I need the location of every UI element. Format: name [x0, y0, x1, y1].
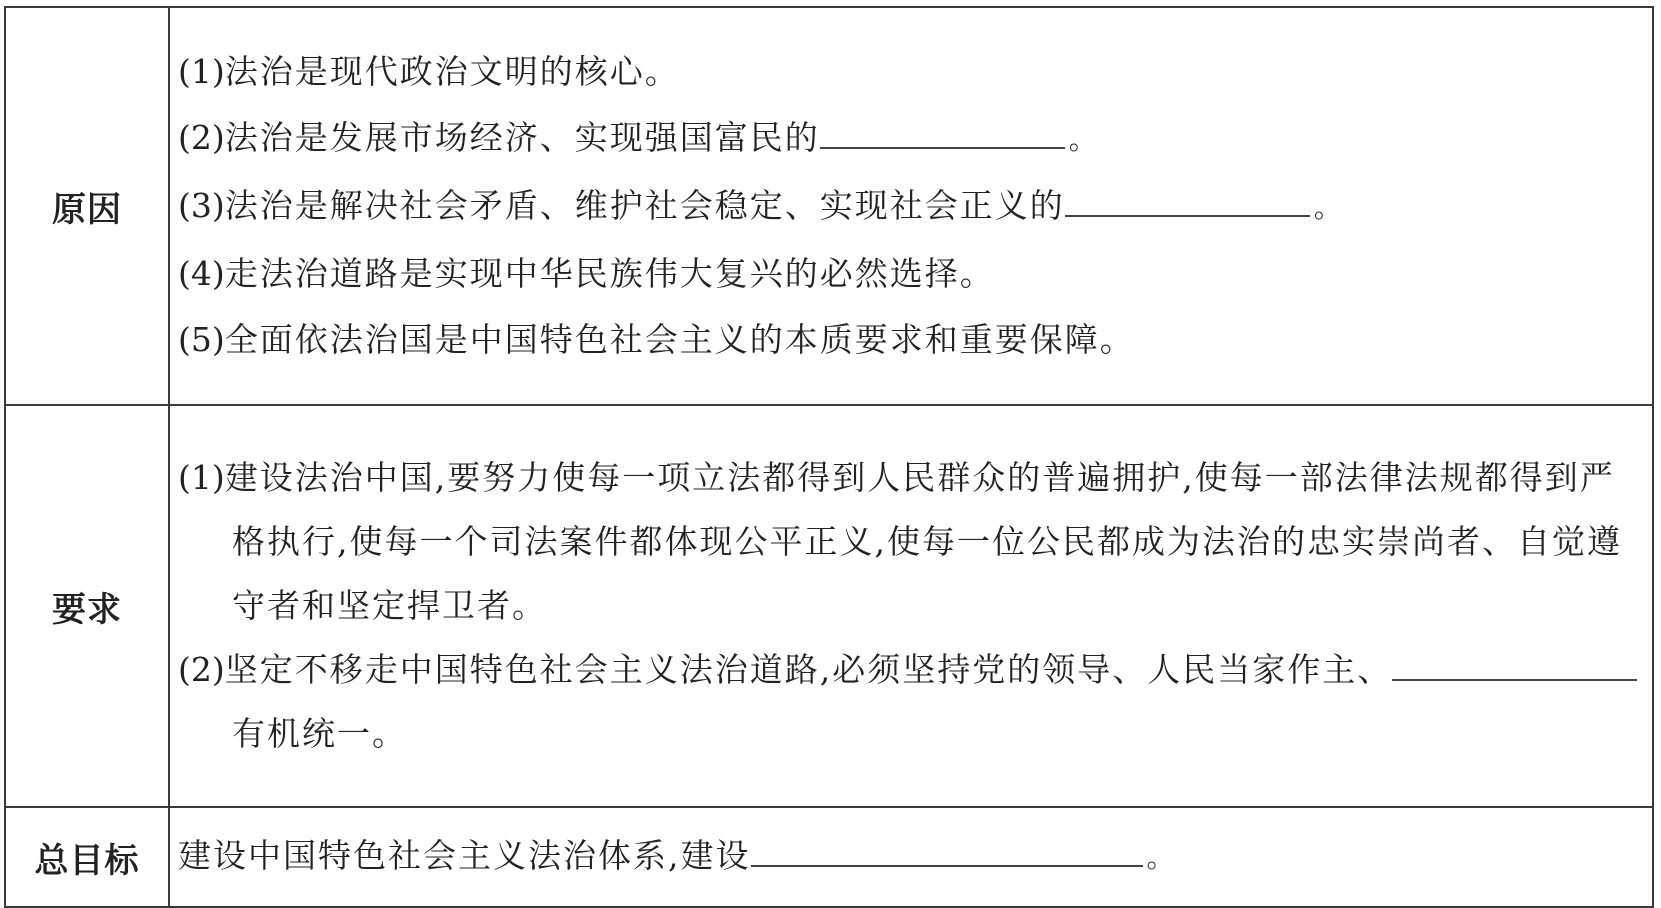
goal-tail: 。 — [1146, 841, 1175, 874]
goal-content — [169, 807, 1653, 907]
goal-label: 总目标 — [5, 807, 169, 907]
requirement-num: (2) — [178, 650, 225, 689]
goal-line — [178, 823, 1642, 891]
reason-text: 法治是现代政治文明的核心。 — [224, 52, 680, 91]
requirement-item-1 — [178, 446, 1642, 638]
reason-item-5 — [178, 307, 1642, 373]
requirement-text: 坚定不移走中国特色社会主义法治道路,必须坚持党的领导、人民当家作主、 — [224, 650, 1393, 689]
reason-num: (1) — [178, 52, 225, 91]
rule-of-law-table — [4, 6, 1654, 908]
reason-num: (4) — [178, 254, 225, 293]
reason-item-3 — [178, 173, 1642, 241]
requirement-after-blank: 有机统一。 — [232, 714, 407, 753]
reasons-row — [5, 7, 1653, 405]
fill-blank[interactable] — [751, 835, 1143, 867]
reason-num: (2) — [178, 118, 225, 157]
requirement-num: (1) — [178, 458, 225, 497]
reason-num: (5) — [178, 320, 225, 359]
goal-row — [5, 807, 1653, 907]
fill-blank-continued[interactable] — [1517, 649, 1637, 681]
requirement-text: 建设法治中国,要努力使每一项立法都得到人民群众的普遍拥护,使每一部法律法规都得到严格执行,使每一个司法案件都体现公平正义,使每一位公民都成为法治的忠实崇尚者、自觉遵守者和坚定捍卫者。 — [224, 458, 1622, 625]
requirement-item-2 — [178, 638, 1642, 766]
requirements-label: 要求 — [5, 405, 169, 807]
reason-text: 走法治道路是实现中华民族伟大复兴的必然选择。 — [224, 254, 995, 293]
goal-text: 建设中国特色社会主义法治体系,建设 — [178, 836, 751, 875]
reason-item-4 — [178, 241, 1642, 307]
fill-blank[interactable] — [1065, 185, 1310, 217]
reasons-label: 原因 — [5, 7, 169, 405]
requirements-row — [5, 405, 1653, 807]
reason-text: 全面依法治国是中国特色社会主义的本质要求和重要保障。 — [224, 320, 1135, 359]
reason-tail: 。 — [1068, 123, 1097, 156]
fill-blank[interactable] — [820, 117, 1065, 149]
reason-text: 法治是发展市场经济、实现强国富民的 — [224, 118, 820, 157]
reason-num: (3) — [178, 186, 225, 225]
reason-item-1 — [178, 39, 1642, 105]
requirements-content — [169, 405, 1653, 807]
fill-blank[interactable] — [1392, 649, 1517, 681]
reason-item-2 — [178, 105, 1642, 173]
reason-text: 法治是解决社会矛盾、维护社会稳定、实现社会正义的 — [224, 186, 1065, 225]
reason-tail: 。 — [1313, 191, 1342, 224]
reasons-content — [169, 7, 1653, 405]
